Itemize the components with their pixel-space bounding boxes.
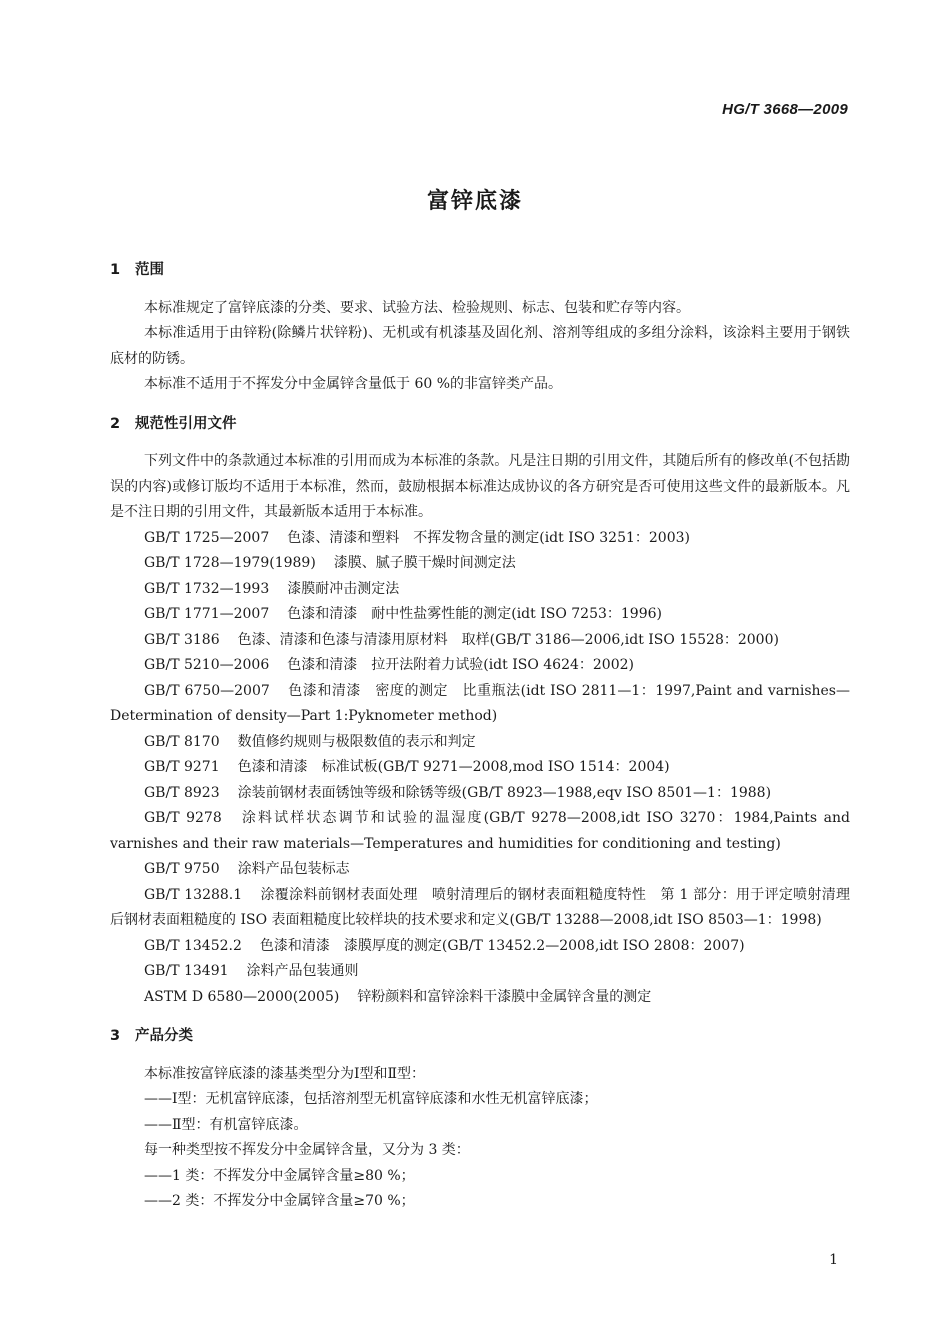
reference-code: GB/T 1725—2007 — [144, 529, 270, 546]
reference-title: 锌粉颜料和富锌涂料干漆膜中金属锌含量的测定 — [357, 988, 652, 1005]
section-title: 规范性引用文件 — [135, 415, 237, 432]
reference-code: GB/T 9271 — [144, 759, 220, 775]
reference-code: GB/T 1732—1993 — [144, 580, 270, 597]
reference-title: 色漆和清漆 拉开法附着力试验(idt ISO 4624：2002) — [287, 657, 634, 673]
reference-code: GB/T 13491 — [144, 963, 229, 979]
reference-item — [110, 628, 850, 654]
reference-item — [110, 806, 850, 857]
reference-item — [110, 781, 850, 807]
reference-title: 涂料试样状态调节和试验的温湿度(GB/T 9278—2008,idt ISO 3270：1984,Paints and varnishes and their raw materials—Temperatures and humidities for conditioning and testing) — [110, 810, 851, 852]
standard-code: HG/T 3668—2009 — [722, 101, 848, 118]
reference-item — [110, 551, 850, 577]
reference-code: GB/T 3186 — [144, 631, 220, 648]
reference-title: 涂料产品包装标志 — [237, 861, 350, 877]
reference-list — [110, 526, 850, 1011]
reference-item — [110, 883, 850, 934]
reference-title: 漆膜耐冲击测定法 — [287, 580, 400, 597]
reference-code: GB/T 6750—2007 — [144, 682, 270, 699]
document-title: 富锌底漆 — [426, 189, 523, 214]
reference-title: 色漆和清漆 耐中性盐雾性能的测定(idt ISO 7253：1996) — [287, 606, 662, 622]
page-number: 1 — [829, 1252, 838, 1268]
list-item: ——Ⅱ型：有机富锌底漆。 — [144, 1116, 308, 1133]
reference-code: GB/T 9750 — [144, 861, 220, 877]
list-item: ——2 类：不挥发分中金属锌含量≥70 %； — [144, 1193, 415, 1209]
section-number: 1 — [110, 262, 121, 278]
reference-item — [110, 934, 850, 960]
reference-item — [110, 730, 850, 756]
paragraph: 每一种类型按不挥发分中金属锌含量，又分为 3 类： — [144, 1142, 470, 1158]
section-title: 产品分类 — [135, 1028, 193, 1044]
reference-item — [110, 985, 850, 1011]
section-2-heading — [110, 412, 850, 438]
section-1-heading — [110, 258, 850, 284]
reference-title: 色漆、清漆和色漆与清漆用原材料 取样(GB/T 3186—2006,idt ISO 15528：2000) — [237, 631, 779, 648]
reference-item — [110, 653, 850, 679]
reference-item — [110, 577, 850, 603]
reference-title: 数值修约规则与极限数值的表示和判定 — [237, 733, 476, 750]
reference-title: 涂装前钢材表面锈蚀等级和除锈等级(GB/T 8923—1988,eqv ISO 8501—1：1988) — [237, 784, 772, 801]
section-number: 3 — [110, 1028, 121, 1044]
document-body — [110, 258, 850, 1215]
section-title: 范围 — [135, 262, 164, 278]
reference-code: GB/T 5210—2006 — [144, 657, 270, 673]
paragraph: 本标准按富锌底漆的漆基类型分为Ⅰ型和Ⅱ型： — [144, 1065, 426, 1082]
reference-title: 色漆和清漆 标准试板(GB/T 9271—2008,mod ISO 1514：2004) — [237, 759, 670, 775]
reference-item — [110, 959, 850, 985]
list-item: ——1 类：不挥发分中金属锌含量≥80 %； — [144, 1167, 415, 1184]
reference-title: 色漆、清漆和塑料 不挥发物含量的测定(idt ISO 3251：2003) — [287, 529, 690, 546]
paragraph: 本标准不适用于不挥发分中金属锌含量低于 60 %的非富锌类产品。 — [144, 376, 563, 392]
reference-item — [110, 857, 850, 883]
reference-code: GB/T 1771—2007 — [144, 606, 270, 622]
reference-title: 涂覆涂料前钢材表面处理 喷射清理后的钢材表面粗糙度特性 第 1 部分：用于评定喷射清理后钢材表面粗糙度的 ISO 表面粗糙度比较样块的技术要求和定义(GB/T 13288—2008,idt ISO 8503—1：1998) — [110, 886, 851, 928]
reference-code: GB/T 1728—1979(1989) — [144, 555, 316, 571]
paragraph: 本标准规定了富锌底漆的分类、要求、试验方法、检验规则、标志、包装和贮存等内容。 — [144, 299, 690, 316]
reference-title: 涂料产品包装通则 — [246, 963, 359, 979]
list-item: ——Ⅰ型：无机富锌底漆，包括溶剂型无机富锌底漆和水性无机富锌底漆； — [144, 1091, 598, 1107]
reference-title: 漆膜、腻子膜干燥时间测定法 — [333, 555, 516, 571]
reference-title: 色漆和清漆 漆膜厚度的测定(GB/T 13452.2—2008,idt ISO 2808：2007) — [259, 937, 745, 954]
reference-code: ASTM D 6580—2000(2005) — [144, 988, 340, 1005]
paragraph: 本标准适用于由锌粉(除鳞片状锌粉)、无机或有机漆基及固化剂、溶剂等组成的多组分涂料，该涂料主要用于钢铁底材的防锈。 — [110, 325, 850, 367]
reference-code: GB/T 8923 — [144, 784, 220, 801]
reference-item — [110, 526, 850, 552]
reference-code: GB/T 13288.1 — [144, 886, 243, 903]
reference-code: GB/T 13452.2 — [144, 937, 242, 954]
reference-code: GB/T 8170 — [144, 733, 220, 750]
reference-title: 色漆和清漆 密度的测定 比重瓶法(idt ISO 2811—1：1997,Paint and varnishes—Determination of density—Part 1:Pyknometer method) — [110, 682, 850, 724]
reference-item — [110, 602, 850, 628]
paragraph: 下列文件中的条款通过本标准的引用而成为本标准的条款。凡是注日期的引用文件，其随后所有的修改单(不包括勘误的内容)或修订版均不适用于本标准，然而，鼓励根据本标准达成协议的各方研究是否可使用这些文件的最新版本。凡是不注日期的引用文件，其最新版本适用于本标准。 — [110, 453, 850, 520]
reference-item — [110, 679, 850, 730]
reference-code: GB/T 9278 — [144, 810, 222, 826]
section-3-heading — [110, 1024, 850, 1050]
section-number: 2 — [110, 415, 121, 432]
reference-item — [110, 755, 850, 781]
